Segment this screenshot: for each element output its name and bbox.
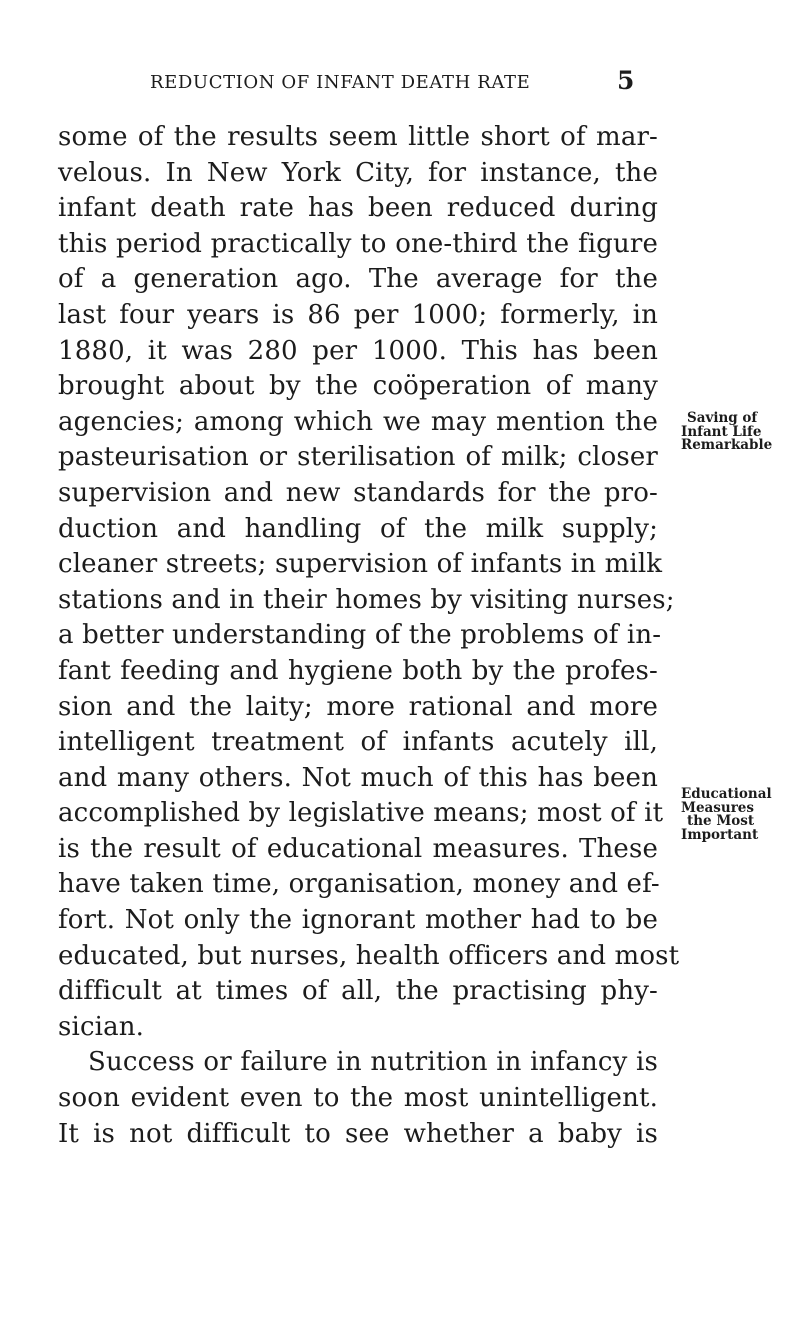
text-line: stations and in their homes by visiting nurses; <box>58 584 675 615</box>
text-line: infant death rate has been reduced during <box>58 193 658 224</box>
margin-note-educational-measures <box>681 788 796 842</box>
page-number: 5 <box>617 66 635 95</box>
paragraph-2 <box>58 1045 658 1152</box>
text-line: educated, but nurses, health officers and most <box>58 940 680 971</box>
text-line: cleaner streets; supervision of infants in milk <box>58 549 663 580</box>
running-head: REDUCTION OF INFANT DEATH RATE <box>150 72 531 93</box>
text-line: sion and the laity; more rational and more <box>58 691 658 722</box>
margin-note-line: Measures <box>681 799 754 816</box>
text-line: fant feeding and hygiene both by the profes- <box>58 655 658 686</box>
text-line: intelligent treatment of infants acutely ill, <box>58 727 658 758</box>
text-line: of a generation ago. The average for the <box>58 264 658 295</box>
text-line: brought about by the coöperation of many <box>58 371 658 402</box>
body-text <box>58 120 680 1152</box>
text-line: fort. Not only the ignorant mother had to be <box>58 905 658 936</box>
paragraph-1 <box>58 120 680 1045</box>
text-line: have taken time, organisation, money and ef- <box>58 869 660 900</box>
text-line: is the result of educational measures. These <box>58 833 658 864</box>
text-line: this period practically to one-third the figure <box>58 228 658 259</box>
text-line: soon evident even to the most unintelligent. <box>58 1083 658 1114</box>
margin-note-line: Important <box>681 826 759 843</box>
margin-note-line: Saving of <box>687 410 758 426</box>
text-line: a better understanding of the problems of in- <box>58 620 662 651</box>
text-line: Success or failure in nutrition in infancy is <box>88 1047 658 1078</box>
text-line: sician. <box>58 1011 145 1042</box>
text-line: velous. In New York City, for instance, the <box>58 157 658 188</box>
margin-note-saving-infant-life <box>681 412 796 453</box>
text-line: 1880, it was 280 per 1000. This has been <box>58 335 658 366</box>
text-line: pasteurisation or sterilisation of milk; closer <box>58 442 658 473</box>
margin-note-line: Infant Life <box>681 423 762 440</box>
text-line: last four years is 86 per 1000; formerly, in <box>58 299 658 330</box>
margin-note-line: the Most <box>687 813 755 829</box>
text-line: agencies; among which we may mention the <box>58 406 658 437</box>
text-line: It is not difficult to see whether a baby is <box>58 1118 658 1149</box>
text-line: and many others. Not much of this has been <box>58 762 658 793</box>
text-line: supervision and new standards for the pro- <box>58 477 658 508</box>
text-line: accomplished by legislative means; most of it <box>58 798 664 829</box>
margin-note-line: Educational <box>681 786 772 802</box>
text-line: some of the results seem little short of mar- <box>58 122 658 152</box>
text-line: duction and handling of the milk supply; <box>58 513 658 544</box>
text-line: difficult at times of all, the practising phy- <box>58 976 658 1007</box>
margin-note-line: Remarkable <box>681 437 773 453</box>
